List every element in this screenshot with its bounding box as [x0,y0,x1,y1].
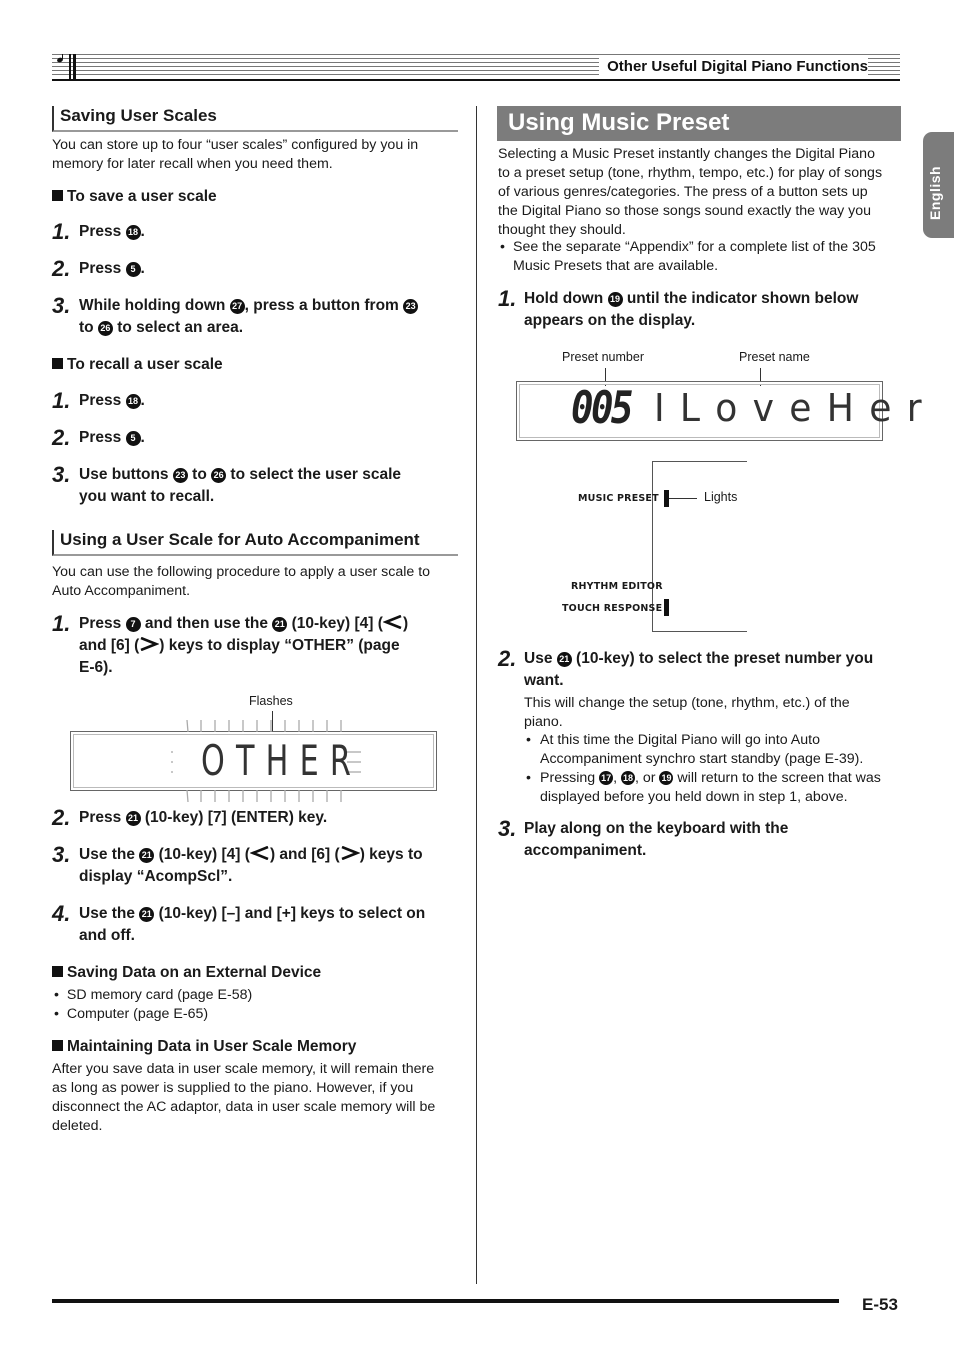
list-item-text: Computer (page E-65) [66,1006,209,1022]
text-line: will return to the screen that was [673,770,881,786]
step-text: you want to recall. [79,488,215,505]
step-text: Use [524,650,557,667]
step-text: and [6] ( [79,637,140,654]
step-text: to [187,466,212,483]
text-line: the Digital Piano so those songs sound exactly the way you [498,203,872,219]
text-line: , [613,770,622,786]
text-line: Auto Accompaniment. [52,583,191,599]
step-number: 2. [52,805,71,830]
step-text: to [79,319,98,336]
step-text: While holding down [79,297,230,314]
step-number: 3. [498,816,517,841]
text-line: At this time the Digital Piano will go into Auto [540,732,820,748]
section-heading-text: Using Music Preset [508,109,730,136]
section-heading-music-preset [497,106,901,141]
step-text: Press [79,429,126,446]
lcd-preset-name: I L o v e H e r [654,386,924,430]
external-bullet-list [54,986,252,1024]
step-number: 3. [52,842,71,867]
text-line: You can use the following procedure to apply a user scale to [52,564,431,580]
button-ref-icon: 18 [126,225,141,240]
text-line: , or [635,770,660,786]
button-ref-icon: 21 [126,811,141,826]
step-text: . [140,429,145,446]
step-number: 1. [52,388,71,413]
step-text: (10-key) [4] ( [154,846,250,863]
button-ref-icon: 19 [608,292,623,307]
subheading-external [52,964,321,982]
column-divider [476,106,477,1284]
list-item: • At this time the Digital Piano will go into Auto Accompaniment synchro start standby (page E-39). [526,731,904,769]
step-text: . [140,260,145,277]
subheading-text: Maintaining Data in User Scale Memory [67,1038,357,1055]
step-text: (10-key) [7] (ENTER) key. [140,809,328,826]
step-text: accompaniment. [524,842,647,859]
button-ref-icon: 19 [661,773,672,783]
language-tab-label: English [927,165,943,220]
step-number: 1. [52,219,71,244]
subheading-text: To save a user scale [67,188,217,205]
page-number: E-53 [862,1295,898,1314]
section-heading-saving [52,106,458,132]
step-text: . [140,223,145,240]
maintain-body [52,1060,435,1136]
step-text: Press [79,260,126,277]
button-ref-icon: 17 [601,773,612,783]
subheading-text: To recall a user scale [67,356,223,373]
step-text: Use buttons [79,466,173,483]
text-line: of various genres/categories. The press of a button sets up [498,184,868,200]
indicator-label-music-preset: MUSIC PRESET [578,493,659,504]
step-text: E-6). [79,659,113,676]
subheading-text: Saving Data on an External Device [67,964,322,981]
button-ref-icon: 18 [126,394,141,409]
list-item: • Pressing 17 , 18 , or 19 will return to the screen that was displayed before you held down in step 1, above. [526,769,904,807]
step-text: , press a button from [244,297,404,314]
button-ref-icon: 23 [173,468,188,483]
step-text: ) keys to display “OTHER” (page [159,637,400,654]
step-text: (10-key) to select the preset number you [571,650,874,667]
text-line: This will change the setup (tone, rhythm, etc.) of the [524,695,850,711]
square-bullet-icon [52,358,63,369]
flashes-label: Flashes [249,694,293,708]
footer-rule [52,1299,839,1303]
step-text: Press [79,392,126,409]
less-than-icon [383,615,403,629]
text-line: deleted. [52,1118,103,1134]
button-ref-icon: 27 [230,299,245,314]
step-text: appears on the display. [524,312,696,329]
preset-number-label: Preset number [562,350,644,364]
greater-than-icon [139,637,159,651]
step-text: Press [79,809,126,826]
button-ref-icon: 7 [126,617,141,632]
text-line: memory for later recall when you need them. [52,156,333,172]
square-bullet-icon [52,1040,63,1051]
text-line: After you save data in user scale memory, it will remain there [52,1061,435,1077]
step-text: display “AcompScl”. [79,868,233,885]
square-bullet-icon [52,966,63,977]
text-line: You can store up to four “user scales” configured by you in [52,137,419,153]
lcd-text: OTHER [201,736,363,785]
list-item: • Computer (page E-65) [54,1006,209,1022]
step-text: to select the user scale [226,466,402,483]
step-text: to select an area. [112,319,244,336]
lights-label: Lights [704,490,738,504]
indicator-bar [664,599,669,616]
text-line: Accompaniment synchro start standby (page E-39). [540,751,864,767]
language-tab [923,132,954,238]
button-ref-icon: 21 [139,907,154,922]
step-text: (10-key) [4] ( [287,615,383,632]
button-ref-icon: 5 [126,262,141,277]
step-text: Use the [79,846,140,863]
step-text: Play along on the keyboard with the [524,820,789,837]
step-text: Hold down [524,290,608,307]
text-line: Selecting a Music Preset instantly changes the Digital Piano [498,146,875,162]
list-item-text: SD memory card (page E-58) [66,987,253,1003]
music-preset-intro [498,145,903,240]
section-heading-text: Saving User Scales [60,106,217,125]
button-ref-icon: 21 [272,617,287,632]
subheading-maintain [52,1038,356,1056]
preset-step-2-bullets [526,731,904,807]
section-heading-auto [52,530,458,556]
appendix-note: • See the separate “Appendix” for a complete list of the 305 Music Presets that are available. [500,239,876,274]
lcd-preset-number: 005 [571,383,631,434]
button-ref-icon: 21 [557,652,572,667]
step-text: and off. [79,927,135,944]
subheading-save [52,188,217,206]
step-text: and then use the [140,615,273,632]
step-number: 4. [52,901,71,926]
step-number: 2. [498,646,517,671]
text-line: Pressing [540,770,600,786]
preset-name-label: Preset name [739,350,810,364]
saving-intro [52,136,418,174]
greater-than-icon [340,846,360,860]
button-ref-icon: 26 [211,468,226,483]
callout-line [669,498,697,499]
step-number: 3. [52,462,71,487]
text-line: thought they should. [498,222,626,238]
button-ref-icon: 21 [139,848,154,863]
section-heading-text: Using a User Scale for Auto Accompaniment [60,530,420,549]
music-note-icon [52,54,76,55]
step-number: 3. [52,293,71,318]
button-ref-icon: 26 [98,321,113,336]
auto-intro [52,563,430,601]
indicator-label-touch-response: TOUCH RESPONSE [562,603,663,614]
text-line: as long as power is supplied to the piano. However, if you [52,1080,414,1096]
step-text: Press [79,223,126,240]
running-header-title: Other Useful Digital Piano Functions [599,58,868,75]
step-text: ) keys to [359,846,423,863]
text-line: See the separate “Appendix” for a complete list of the 305 [513,239,876,255]
step-number: 2. [52,256,71,281]
lcd-display-preset [516,381,924,441]
step-text: . [140,392,145,409]
step-number: 2. [52,425,71,450]
preset-step-2-body [524,694,850,732]
text-line: to a preset setup (tone, rhythm, tempo, etc.) for play of songs [498,165,883,181]
square-bullet-icon [52,190,63,201]
step-text: Use the [79,905,140,922]
list-item: • SD memory card (page E-58) [54,987,253,1003]
button-ref-icon: 18 [623,773,634,783]
less-than-icon [250,846,270,860]
indicator-label-rhythm-editor: RHYTHM EDITOR [571,581,663,592]
header-rule [52,54,900,80]
text-line: displayed before you held down in step 1, above. [540,789,848,805]
step-number: 1. [52,611,71,636]
step-text: ) and [6] ( [269,846,340,863]
button-ref-icon: 5 [126,431,141,446]
subheading-recall [52,356,223,374]
step-text: until the indicator shown below [622,290,859,307]
text-line: disconnect the AC adaptor, data in user scale memory will be [52,1099,436,1115]
step-number: 1. [498,286,517,311]
step-text: Press [79,615,126,632]
step-text: want. [524,672,564,689]
text-line: piano. [524,714,563,730]
text-line: Music Presets that are available. [513,258,719,274]
step-text: (10-key) [–] and [+] keys to select on [154,905,426,922]
lcd-display-other [70,731,437,791]
button-ref-icon: 23 [403,299,418,314]
